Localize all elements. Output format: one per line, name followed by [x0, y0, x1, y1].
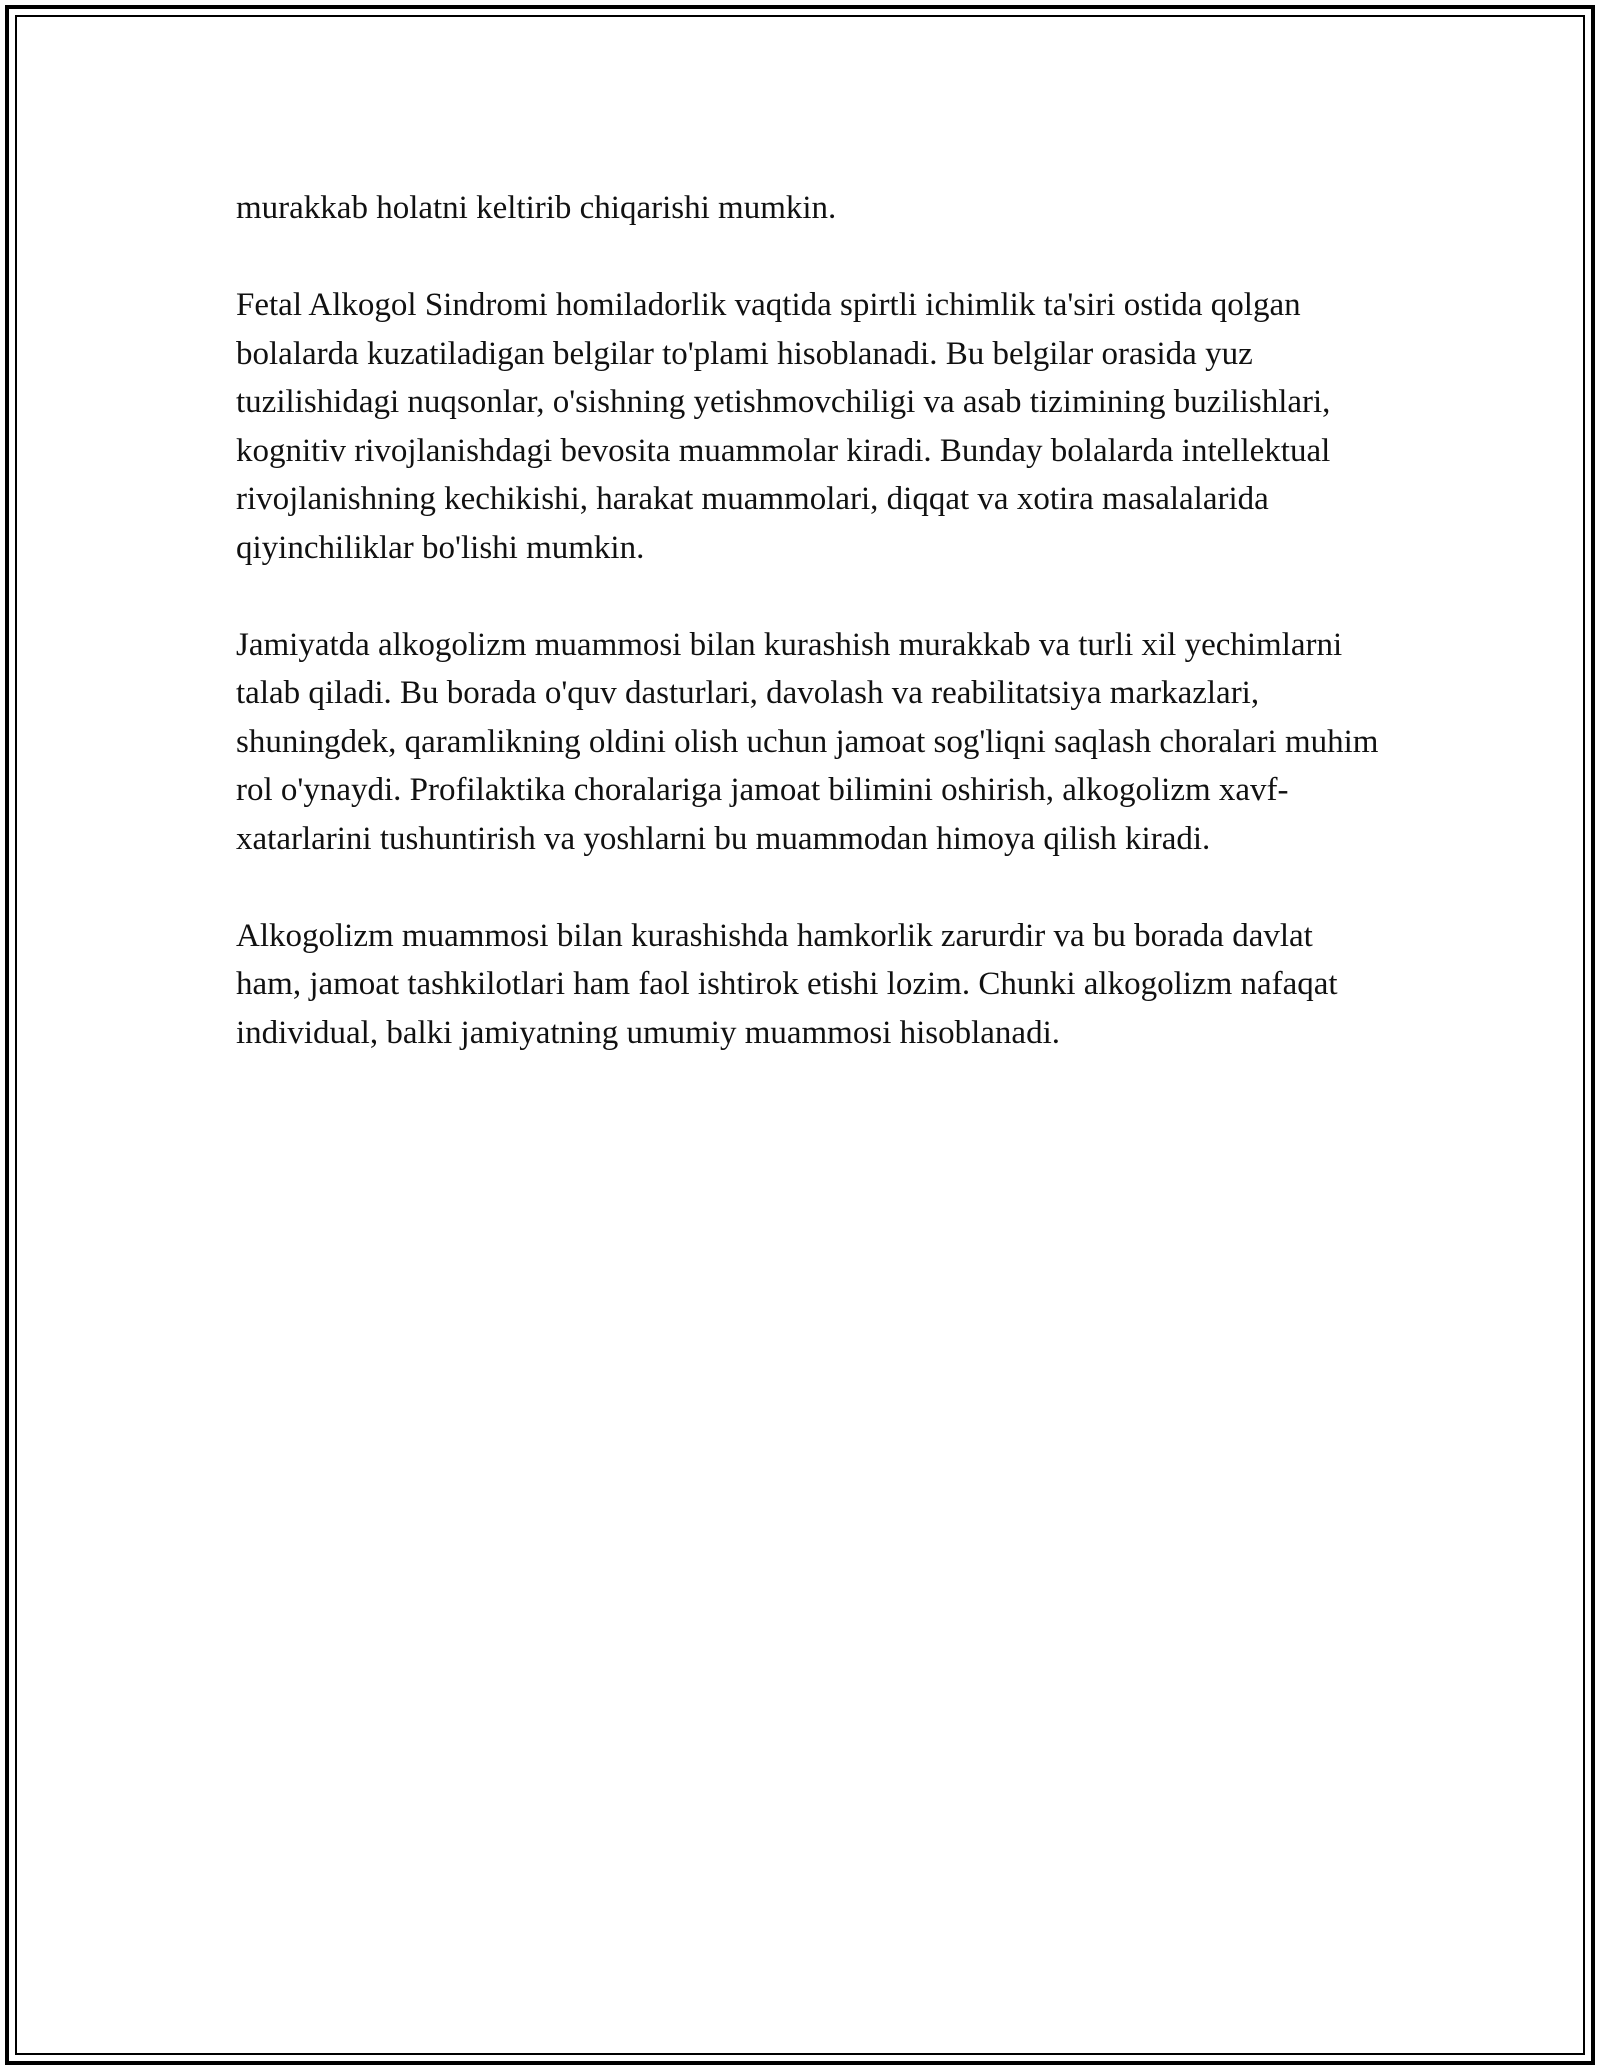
paragraph-cooperation: Alkogolizm muammosi bilan kurashishda hamkorlik zarurdir va bu borada davlat ham, jamoat tashkilotlari ham faol ishtirok etishi lozim. Chunki alkogolizm nafaqat individual, balki jamiyatning umumiy muammosi hisoblanadi. — [236, 917, 1338, 1051]
paragraph-continuation: murakkab holatni keltirib chiqarishi mumkin. — [236, 190, 837, 226]
document-body — [236, 184, 1386, 1106]
paragraph-society-measures: Jamiyatda alkogolizm muammosi bilan kurashish murakkab va turli xil yechimlarni talab qiladi. Bu borada o'quv dasturlari, davolash va reabilitatsiya markazlari, shuningdek, qaramlikning oldini olish uchun jamoat sog'liqni saqlash choralari muhim rol o'ynaydi. Profilaktika choralariga jamoat bilimini oshirish, alkogolizm xavf-xatarlarini tushuntirish va yoshlarni bu muammodan himoya qilish kiradi. — [236, 626, 1379, 857]
paragraph-fetal-alcohol-syndrome: Fetal Alkogol Sindromi homiladorlik vaqtida spirtli ichimlik ta'siri ostida qolgan bolalarda kuzatiladigan belgilar to'plami hisoblanadi. Bu belgilar orasida yuz tuzilishidagi nuqsonlar, o'sishning yetishmovchiligi va asab tizimining buzilishlari, kognitiv rivojlanishdagi bevosita muammolar kiradi. Bunday bolalarda intellektual rivojlanishning kechikishi, harakat muammolari, diqqat va xotira masalalarida qiyinchiliklar bo'lishi mumkin. — [236, 287, 1331, 566]
